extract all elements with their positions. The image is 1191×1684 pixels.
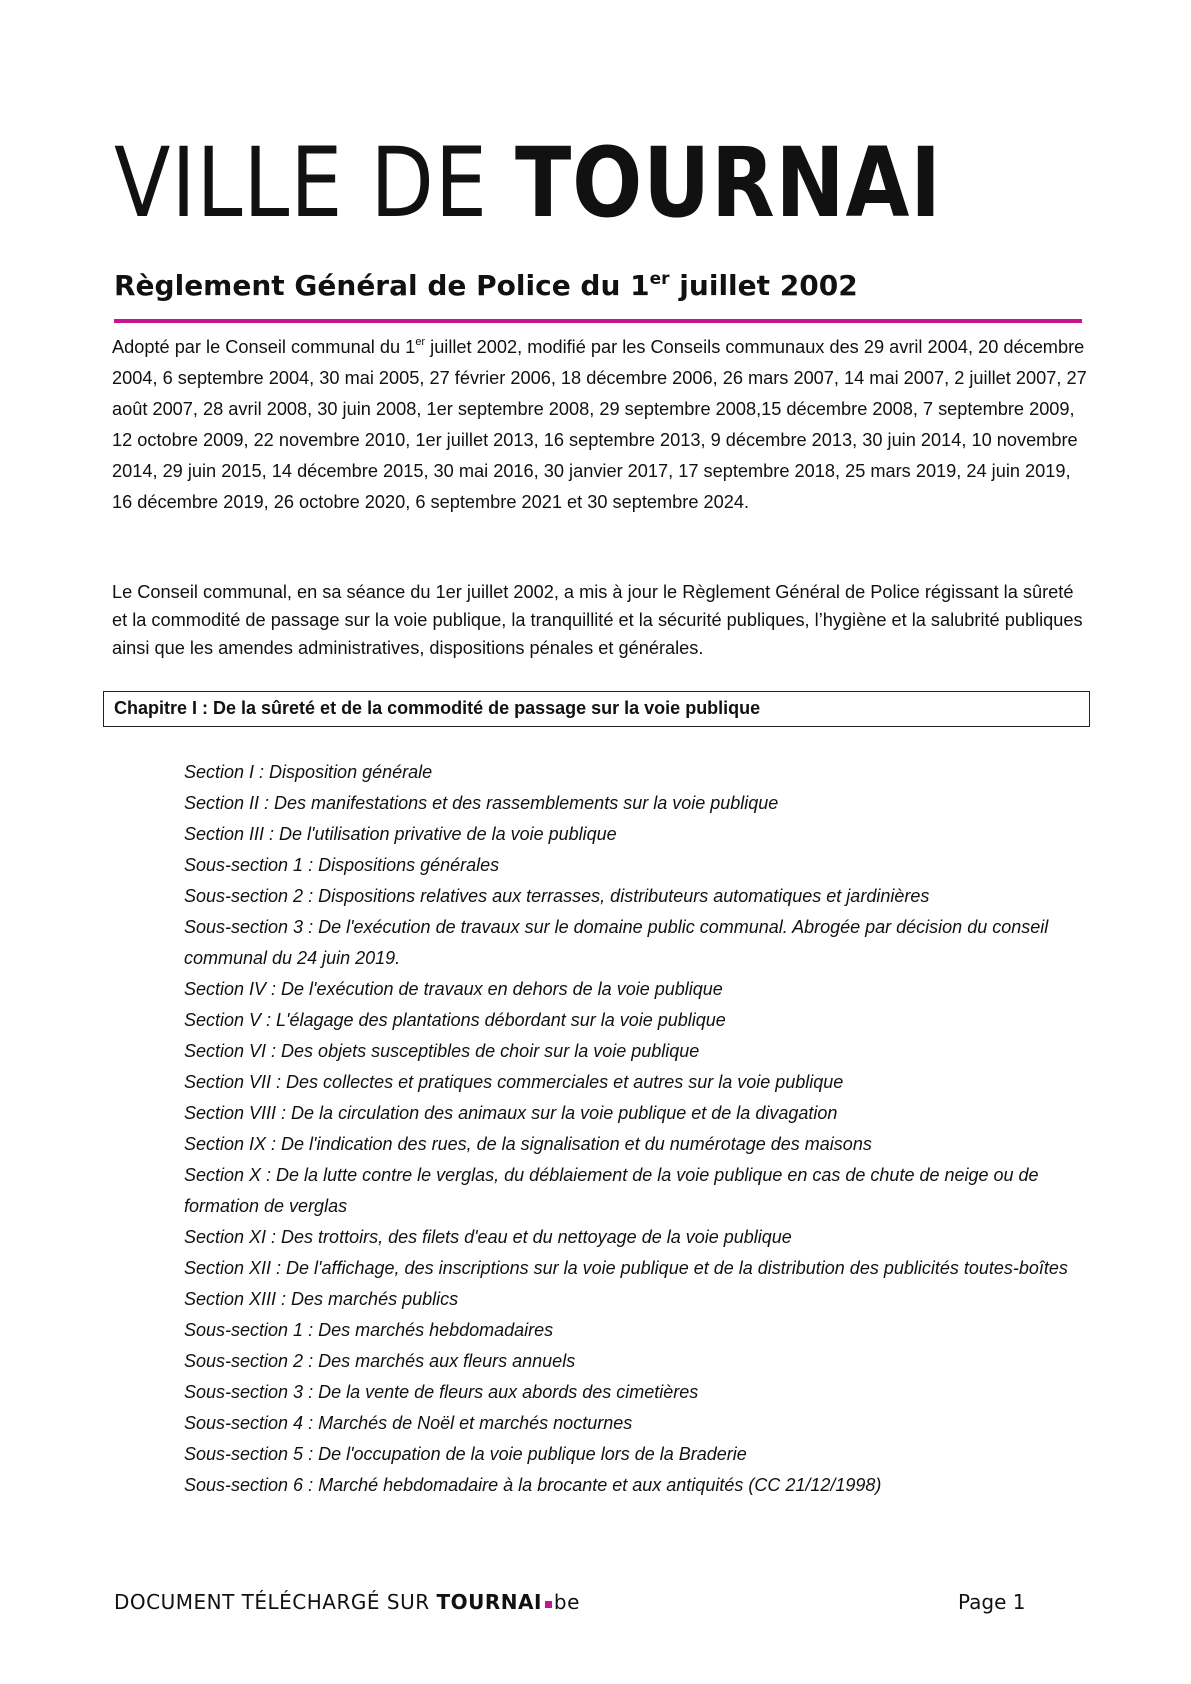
toc-item: Section XIII : Des marchés publics	[184, 1289, 459, 1309]
toc-item: Section V : L'élagage des plantations débordant sur la voie publique	[184, 1010, 726, 1030]
toc-item: Sous-section 6 : Marché hebdomadaire à la brocante et aux antiquités (CC 21/12/1998)	[184, 1475, 882, 1495]
toc-item: Section XI : Des trottoirs, des filets d'eau et du nettoyage de la voie publique	[184, 1227, 792, 1247]
toc-item: Section II : Des manifestations et des rassemblements sur la voie publique	[184, 793, 779, 813]
adopted-sup: er	[415, 336, 426, 348]
toc-item: Section IX : De l'indication des rues, de la signalisation et du numérotage des maisons	[184, 1134, 872, 1154]
toc-item: Section XII : De l'affichage, des inscriptions sur la voie publique et de la distribution des publicités toutes-boîtes	[184, 1258, 1068, 1278]
title-light: VILLE DE	[114, 127, 515, 239]
brand-dot-icon	[545, 1601, 552, 1608]
subtitle-pre: Règlement Général de Police du 1	[114, 269, 650, 302]
table-of-contents	[184, 757, 1084, 1501]
footer-suffix: be	[553, 1590, 580, 1614]
toc-item: Sous-section 2 : Des marchés aux fleurs annuels	[184, 1351, 576, 1371]
city-logo-title	[114, 128, 942, 238]
footer-prefix: DOCUMENT TÉLÉCHARGÉ SUR	[114, 1590, 437, 1614]
adopted-pre: Adopté par le Conseil communal du 1	[112, 337, 416, 357]
accent-divider	[114, 319, 1082, 323]
toc-item: Section X : De la lutte contre le verglas, du déblaiement de la voie publique en cas de chute de neige ou de formation de verglas	[184, 1165, 1039, 1216]
chapter-title: Chapitre I : De la sûreté et de la commodité de passage sur la voie publique	[114, 698, 761, 718]
toc-item: Sous-section 5 : De l'occupation de la voie publique lors de la Braderie	[184, 1444, 747, 1464]
toc-item: Section IV : De l'exécution de travaux en dehors de la voie publique	[184, 979, 723, 999]
toc-item: Section III : De l'utilisation privative de la voie publique	[184, 824, 617, 844]
footer-brand: TOURNAI	[436, 1590, 542, 1614]
toc-item: Sous-section 4 : Marchés de Noël et marchés nocturnes	[184, 1413, 633, 1433]
toc-item: Section VIII : De la circulation des animaux sur la voie publique et de la divagation	[184, 1103, 838, 1123]
page-number: Page 1	[958, 1590, 1026, 1614]
toc-item: Sous-section 1 : Dispositions générales	[184, 855, 500, 875]
toc-item: Section VII : Des collectes et pratiques commerciales et autres sur la voie publique	[184, 1072, 844, 1092]
toc-item: Sous-section 3 : De l'exécution de travaux sur le domaine public communal. Abrogée par décision du conseil communal du 24 juin 2019.	[184, 917, 1049, 968]
toc-item: Sous-section 3 : De la vente de fleurs aux abords des cimetières	[184, 1382, 699, 1402]
chapter-heading-box	[103, 691, 1090, 727]
document-subtitle	[114, 268, 858, 304]
conseil-paragraph: Le Conseil communal, en sa séance du 1er juillet 2002, a mis à jour le Règlement Général de Police régissant la sûreté et la commodité de passage sur la voie publique, la tranquillité et la sécurité publiques, l’hygiène et la salubrité publiques ainsi que les amendes administratives, dispositions pénales et générales.	[112, 582, 1083, 658]
toc-item: Sous-section 1 : Des marchés hebdomadaires	[184, 1320, 554, 1340]
subtitle-post: juillet 2002	[669, 269, 858, 302]
toc-item: Section VI : Des objets susceptibles de choir sur la voie publique	[184, 1041, 700, 1061]
toc-item: Sous-section 2 : Dispositions relatives aux terrasses, distributeurs automatiques et jardinières	[184, 886, 930, 906]
footer-source	[114, 1590, 580, 1614]
adoption-paragraph	[112, 332, 1087, 518]
title-bold: TOURNAI	[514, 127, 942, 239]
adopted-post: juillet 2002, modifié par les Conseils communaux des 29 avril 2004, 20 décembre 2004, 6 septembre 2004, 30 mai 2005, 27 février 2006, 18 décembre 2006, 26 mars 2007, 14 mai 2007, 2 juillet 2007, 27 août 2007, 28 avril 2008, 30 juin 2008, 1er septembre 2008, 29 septembre 2008,15 décembre 2008, 7 septembre 2009, 12 octobre 2009, 22 novembre 2010, 1er juillet 2013, 16 septembre 2013, 9 décembre 2013, 30 juin 2014, 10 novembre 2014, 29 juin 2015, 14 décembre 2015, 30 mai 2016, 30 janvier 2017, 17 septembre 2018, 25 mars 2019, 24 juin 2019, 16 décembre 2019, 26 octobre 2020, 6 septembre 2021 et 30 septembre 2024.	[112, 337, 1087, 512]
subtitle-sup: er	[649, 269, 670, 289]
toc-item: Section I : Disposition générale	[184, 762, 433, 782]
